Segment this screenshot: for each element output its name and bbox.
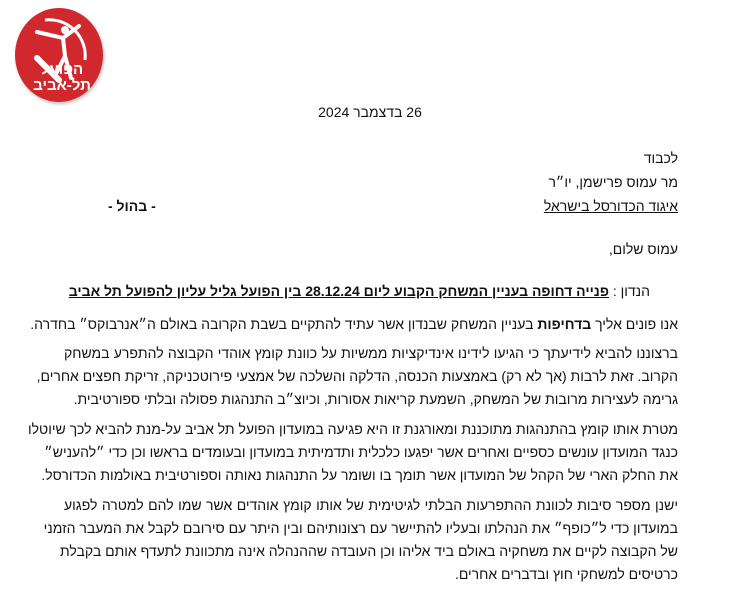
emphasis-urgently: בדחיפות: [537, 316, 592, 332]
paragraph-3-line: מטרת אותו קומץ בהתנהגות מתוכננת ומאורגנת זו היא פגיעה במועדון הפועל תל אביב על-מנת להביא לכך שיוטלו: [28, 421, 678, 437]
club-logo: [15, 8, 103, 102]
recipient-to: לכבוד: [643, 150, 678, 166]
paragraph-1-text: אנו פונים אליך: [591, 316, 678, 332]
subject-text: פנייה דחופה בעניין המשחק הקבוע ליום 28.12.24 בין הפועל גליל עליון להפועל תל אביב: [68, 283, 609, 299]
greeting: עמוס שלום,: [608, 241, 678, 257]
recipient-org: איגוד הכדורסל בישראל: [543, 198, 678, 214]
subject-line: [69, 283, 650, 299]
paragraph-1: [30, 315, 678, 333]
paragraph-4-line: של הקבוצה לקיים את משחקיה באולם ביד אליהו וכן העובדה שההנהלה אינה מתכוונת לתעדף אותם בקבלת: [59, 543, 678, 559]
logo-line-2: תל-אביב: [33, 77, 91, 94]
urgent-label: - בהול -: [108, 198, 156, 214]
letter-date: 26 בדצמבר 2024: [318, 104, 422, 120]
paragraph-4-line: במועדון כדי ל״כופף״ את הנהלתו ובעליו להתיישר עם רצונותיהם ובין היתר עם סירובם לקבל את המעבר הזמני: [43, 520, 678, 536]
paragraph-4-line: ישנן מספר סיבות לכוונת ההתפרעות הבלתי לגיטימית של אותו קומץ אוהדים אשר שמו להם למטרה לפגוע: [64, 497, 678, 513]
recipient-name: מר עמוס פרישמן, יו״ר: [548, 174, 678, 190]
paragraph-3-line: את החלק הארי של הקהל של המועדון אשר תומך בו ושומר על התנהגות נאותה וספורטיבית באולמות הכדורסל.: [41, 467, 678, 483]
paragraph-2-line: הקרוב. זאת לרבות (אך לא רק) באמצעות הכנסה, הדלקה והשלכה של אמצעי פירוטכניקה, זריקת חפצים אחרים,: [36, 368, 678, 384]
paragraph-2-line: גרימה לעצירות מרובות של המשחק, השמעת קריאות אסורות, וכיוצ״ב התנהגות פסולה ובלתי ספורטיבית.: [73, 391, 678, 407]
paragraph-3-line: כנגד המועדון עונשים כספיים ואחרים אשר יפגעו כלכלית ותדמיתית במועדון ובעומדים בראשו וכן כדי ״להעניש״: [44, 444, 678, 460]
subject-label: הנדון :: [612, 283, 650, 299]
paragraph-4-line: כרטיסים למשחקי חוץ ובדברים אחרים.: [454, 566, 678, 582]
paragraph-1-text-end: בעניין המשחק שבנדון אשר עתיד להתקיים בשבת הקרובה באולם ה״אנרבוקס״ בחדרה.: [30, 316, 538, 332]
logo-line-1: הפועל: [40, 61, 84, 78]
paragraph-2-line: ברצוננו להביא לידיעתך כי הגיעו לידינו אינדיקציות ממשיות על כוונת קומץ אוהדי הקבוצה להתפרע במשחק: [64, 345, 678, 361]
